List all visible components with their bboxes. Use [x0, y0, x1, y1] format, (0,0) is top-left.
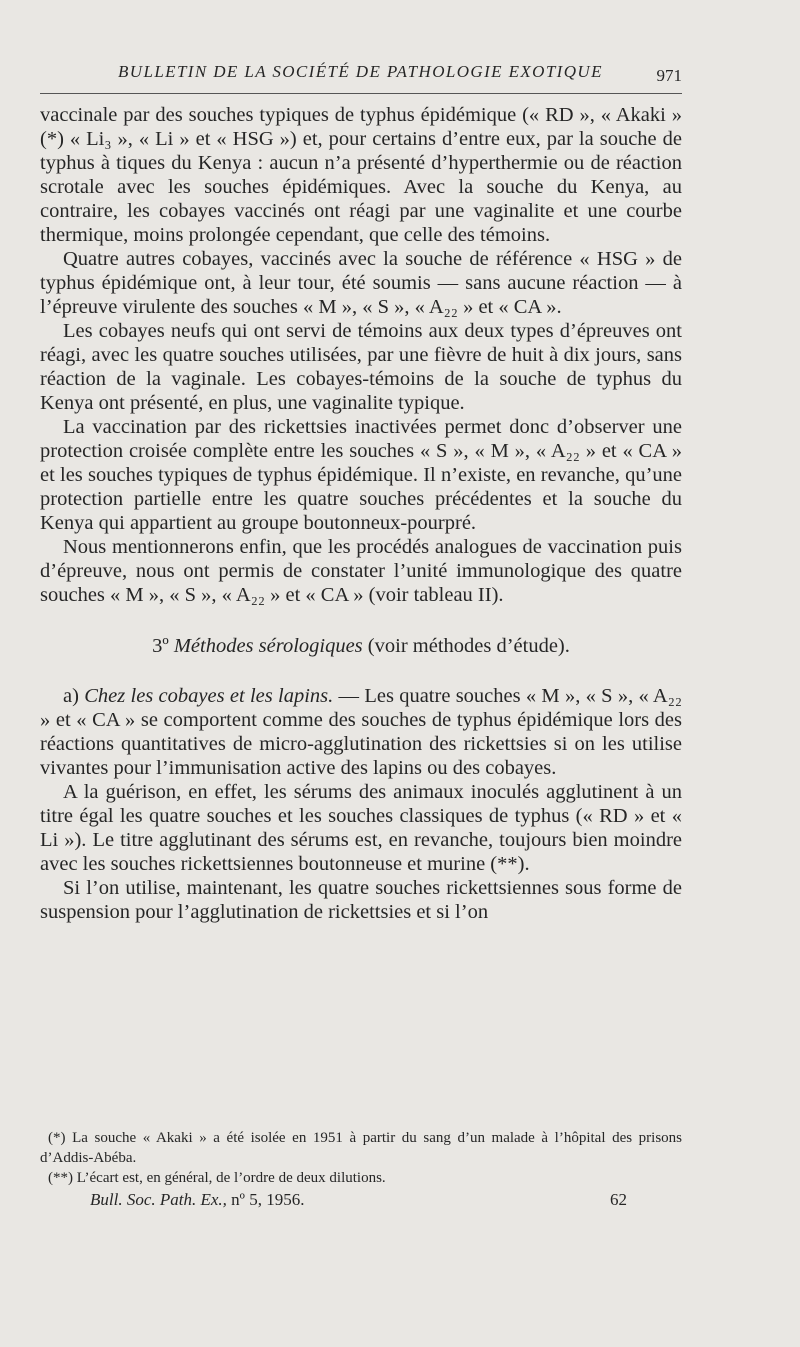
journal-name: Bull. Soc. Path. Ex., — [90, 1190, 227, 1209]
section-number: 3º — [152, 635, 169, 657]
running-head: BULLETIN DE LA SOCIÉTÉ DE PATHOLOGIE EXOTIQUE — [118, 62, 603, 81]
journal-issue: nº 5, 1956. — [226, 1190, 305, 1209]
page-number: 971 — [656, 66, 682, 85]
footnote: (**) L’écart est, en général, de l’ordre de deux dilutions. — [48, 1170, 386, 1186]
paragraph-continuation: vaccinale par des souches typiques de typhus épidémique (« RD », « Akaki » (*) « Li₃ », « Li » et « HSG ») et, pour certains d’entre eux, par la souche de typhus à tiques du Kenya : aucun n’a présenté d’hyperthermie ou de réaction scrotale avec les souches épidémiques. Avec la souche du Kenya, au contraire, les cobayes vaccinés ont réagi par une vaginalite et une courbe thermique, moins prolongée cependant, que celle des témoins. — [40, 104, 682, 246]
subsection-label: a) — [63, 685, 85, 707]
paragraph: Nous mentionnerons enfin, que les procédés analogues de vaccination puis d’épreuve, nous ont permis de constater l’unité immunologique des quatre souches « M », « S », « A₂₂ » et « CA » (voir tableau II). — [40, 536, 682, 606]
paragraph: A la guérison, en effet, les sérums des animaux inoculés agglutinent à un titre égal les quatre souches et les souches classiques de typhus (« RD » et « Li »). Le titre agglutinant des sérums est, en revanche, toujours bien moindre avec les souches rickettsiennes boutonneuse et murine (**). — [40, 781, 682, 875]
section-suffix: (voir méthodes d’étude). — [362, 635, 570, 657]
subsection-text: — Les quatre souches « M », « S », « A₂₂ » et « CA » se comportent comme des souches de typhus épidémique lors des réactions quantitatives de micro-agglutination des rickettsies si on les utilise vivantes pour l’immunisation active des lapins ou des cobayes. — [40, 685, 682, 779]
paragraph: Si l’on utilise, maintenant, les quatre souches rickettsiennes sous forme de suspension pour l’agglutination de rickettsies et si l’on — [40, 877, 682, 923]
journal-citation — [90, 1190, 304, 1210]
body-text — [40, 103, 682, 924]
header-rule — [40, 93, 682, 94]
subsection-title: Chez les cobayes et les lapins. — [84, 685, 334, 707]
page-footer — [90, 1190, 627, 1214]
footnote: (*) La souche « Akaki » a été isolée en 1951 à partir du sang d’un malade à l’hôpital des prisons d’Addis-Abéba. — [40, 1130, 682, 1166]
paragraph: Quatre autres cobayes, vaccinés avec la souche de référence « HSG » de typhus épidémique ont, à leur tour, été soumis — sans aucune réaction — à l’épreuve virulente des souches « M », « S », « A₂₂ » et « CA ». — [40, 248, 682, 318]
subsection-paragraph — [40, 684, 682, 780]
paragraph: Les cobayes neufs qui ont servi de témoins aux deux types d’épreuves ont réagi, avec les quatre souches utilisées, par une fièvre de huit à dix jours, sans réaction de la vaginale. Les cobayes-témoins de la souche de typhus du Kenya ont présenté, en plus, une vaginalite typique. — [40, 320, 682, 414]
section-heading — [40, 634, 682, 658]
section-title: Méthodes sérologiques — [173, 635, 363, 657]
paragraph: La vaccination par des rickettsies inactivées permet donc d’observer une protection croisée complète entre les souches « S », « M », « A₂₂ » et « CA » et les souches typiques de typhus épidémique. Il n’existe, en revanche, qu’une protection partielle entre les quatre souches précédentes et la souche du Kenya qui appartient au groupe boutonneux-pourpré. — [40, 416, 682, 534]
sheet-number: 62 — [610, 1190, 627, 1209]
page-header — [40, 60, 682, 94]
footnotes — [40, 1128, 682, 1188]
